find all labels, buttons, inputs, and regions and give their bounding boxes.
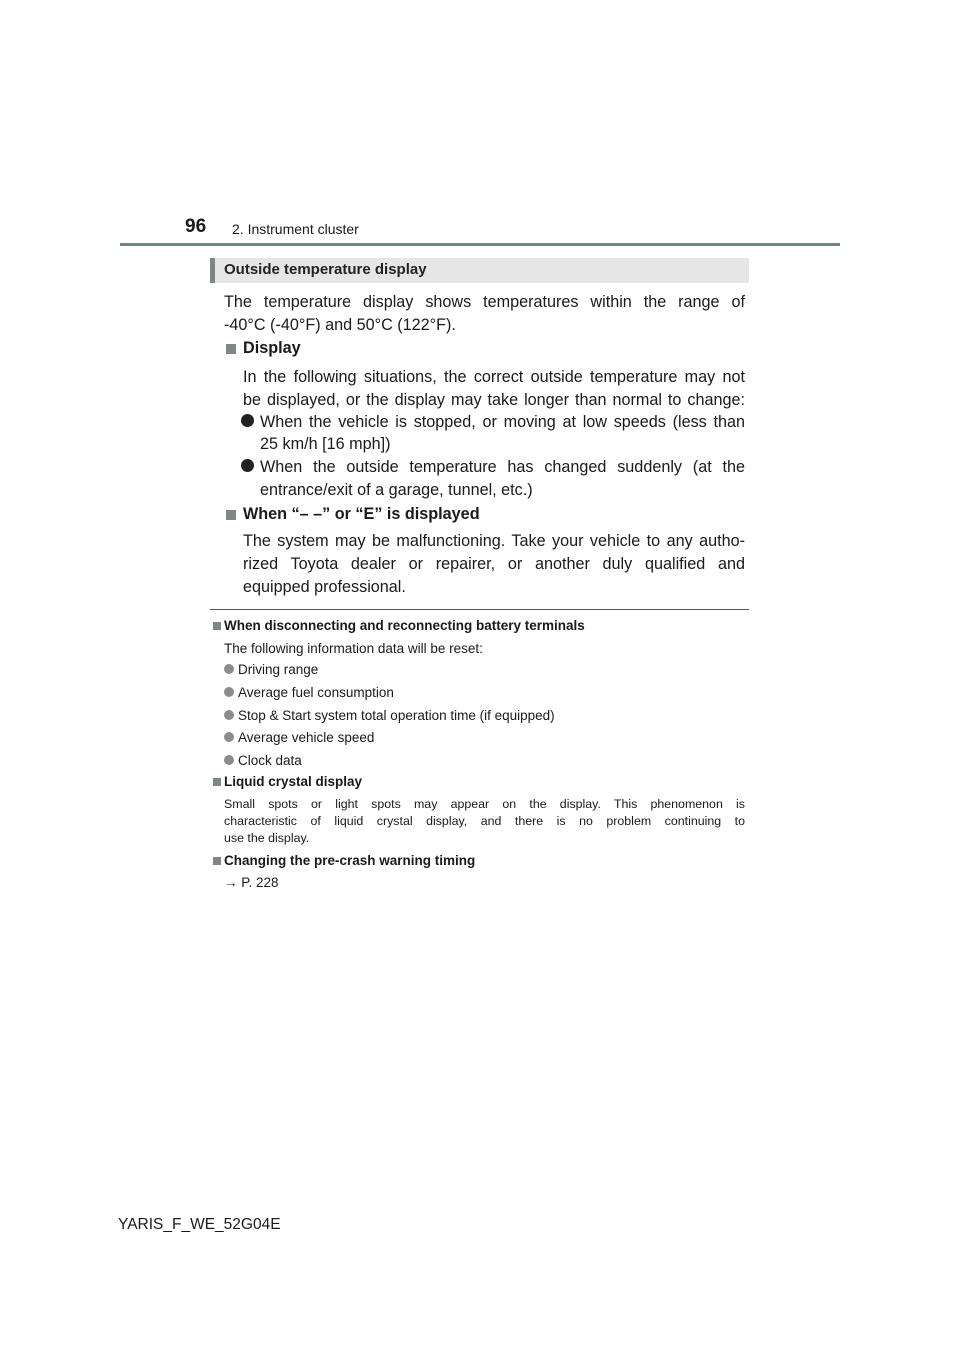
- bullet-dot-icon: [224, 732, 234, 742]
- displayed-text-line-2: rized Toyota dealer or repairer, or another duly qualified and: [243, 555, 745, 573]
- section-title: Outside temperature display: [224, 261, 427, 278]
- document-code: YARIS_F_WE_52G04E: [118, 1216, 281, 1233]
- bullet-dot-icon: [241, 414, 254, 427]
- section-title-accent: [210, 258, 215, 283]
- battery-item: Average fuel consumption: [238, 685, 394, 700]
- section-title-bar: [210, 258, 749, 283]
- bullet-dot-icon: [224, 710, 234, 720]
- battery-item: Average vehicle speed: [238, 730, 375, 745]
- square-bullet-icon: [213, 778, 221, 786]
- square-bullet-icon: [213, 622, 221, 630]
- header-rule: [120, 243, 840, 246]
- intro-line-1: The temperature display shows temperatures within the range of: [224, 293, 745, 311]
- display-heading: Display: [243, 339, 301, 357]
- bullet-dot-icon: [224, 755, 234, 765]
- battery-note-intro: The following information data will be reset:: [224, 641, 483, 656]
- lcd-note-line-3: use the display.: [224, 831, 310, 845]
- bullet-dot-icon: [224, 664, 234, 674]
- page-reference-text: P. 228: [241, 875, 279, 890]
- displayed-text-line-1: The system may be malfunctioning. Take your vehicle to any autho-: [243, 532, 745, 550]
- display-text-line-1: In the following situations, the correct outside temperature may not: [243, 368, 745, 386]
- display-text-line-2: be displayed, or the display may take longer than normal to change:: [243, 391, 745, 409]
- chapter-title: 2. Instrument cluster: [232, 221, 359, 237]
- square-bullet-icon: [226, 344, 236, 354]
- square-bullet-icon: [213, 857, 221, 865]
- notes-divider: [210, 609, 749, 610]
- lcd-note-heading: Liquid crystal display: [224, 774, 363, 789]
- lcd-note-line-2: characteristic of liquid crystal display, and there is no problem continuing to: [224, 814, 745, 828]
- bullet-dot-icon: [224, 687, 234, 697]
- intro-line-2: -40°C (-40°F) and 50°C (122°F).: [224, 316, 456, 334]
- battery-item: Clock data: [238, 753, 302, 768]
- display-bullet-2-line-1: When the outside temperature has changed suddenly (at the: [260, 458, 745, 476]
- page-reference[interactable]: [224, 874, 279, 891]
- displayed-text-line-3: equipped professional.: [243, 578, 406, 596]
- display-bullet-2-line-2: entrance/exit of a garage, tunnel, etc.): [260, 481, 533, 499]
- displayed-heading: When “– –” or “E” is displayed: [243, 505, 480, 523]
- lcd-note-line-1: Small spots or light spots may appear on the display. This phenomenon is: [224, 797, 745, 811]
- bullet-dot-icon: [241, 459, 254, 472]
- arrow-right-icon: →: [224, 875, 238, 890]
- battery-note-heading: When disconnecting and reconnecting battery terminals: [224, 618, 585, 633]
- display-bullet-1-line-1: When the vehicle is stopped, or moving at low speeds (less than: [260, 413, 745, 431]
- page-number: 96: [185, 216, 207, 237]
- battery-item: Stop & Start system total operation time (if equipped): [238, 708, 555, 723]
- display-bullet-1-line-2: 25 km/h [16 mph]): [260, 435, 391, 453]
- precrash-note-heading: Changing the pre-crash warning timing: [224, 853, 476, 868]
- square-bullet-icon: [226, 510, 236, 520]
- battery-item: Driving range: [238, 662, 319, 677]
